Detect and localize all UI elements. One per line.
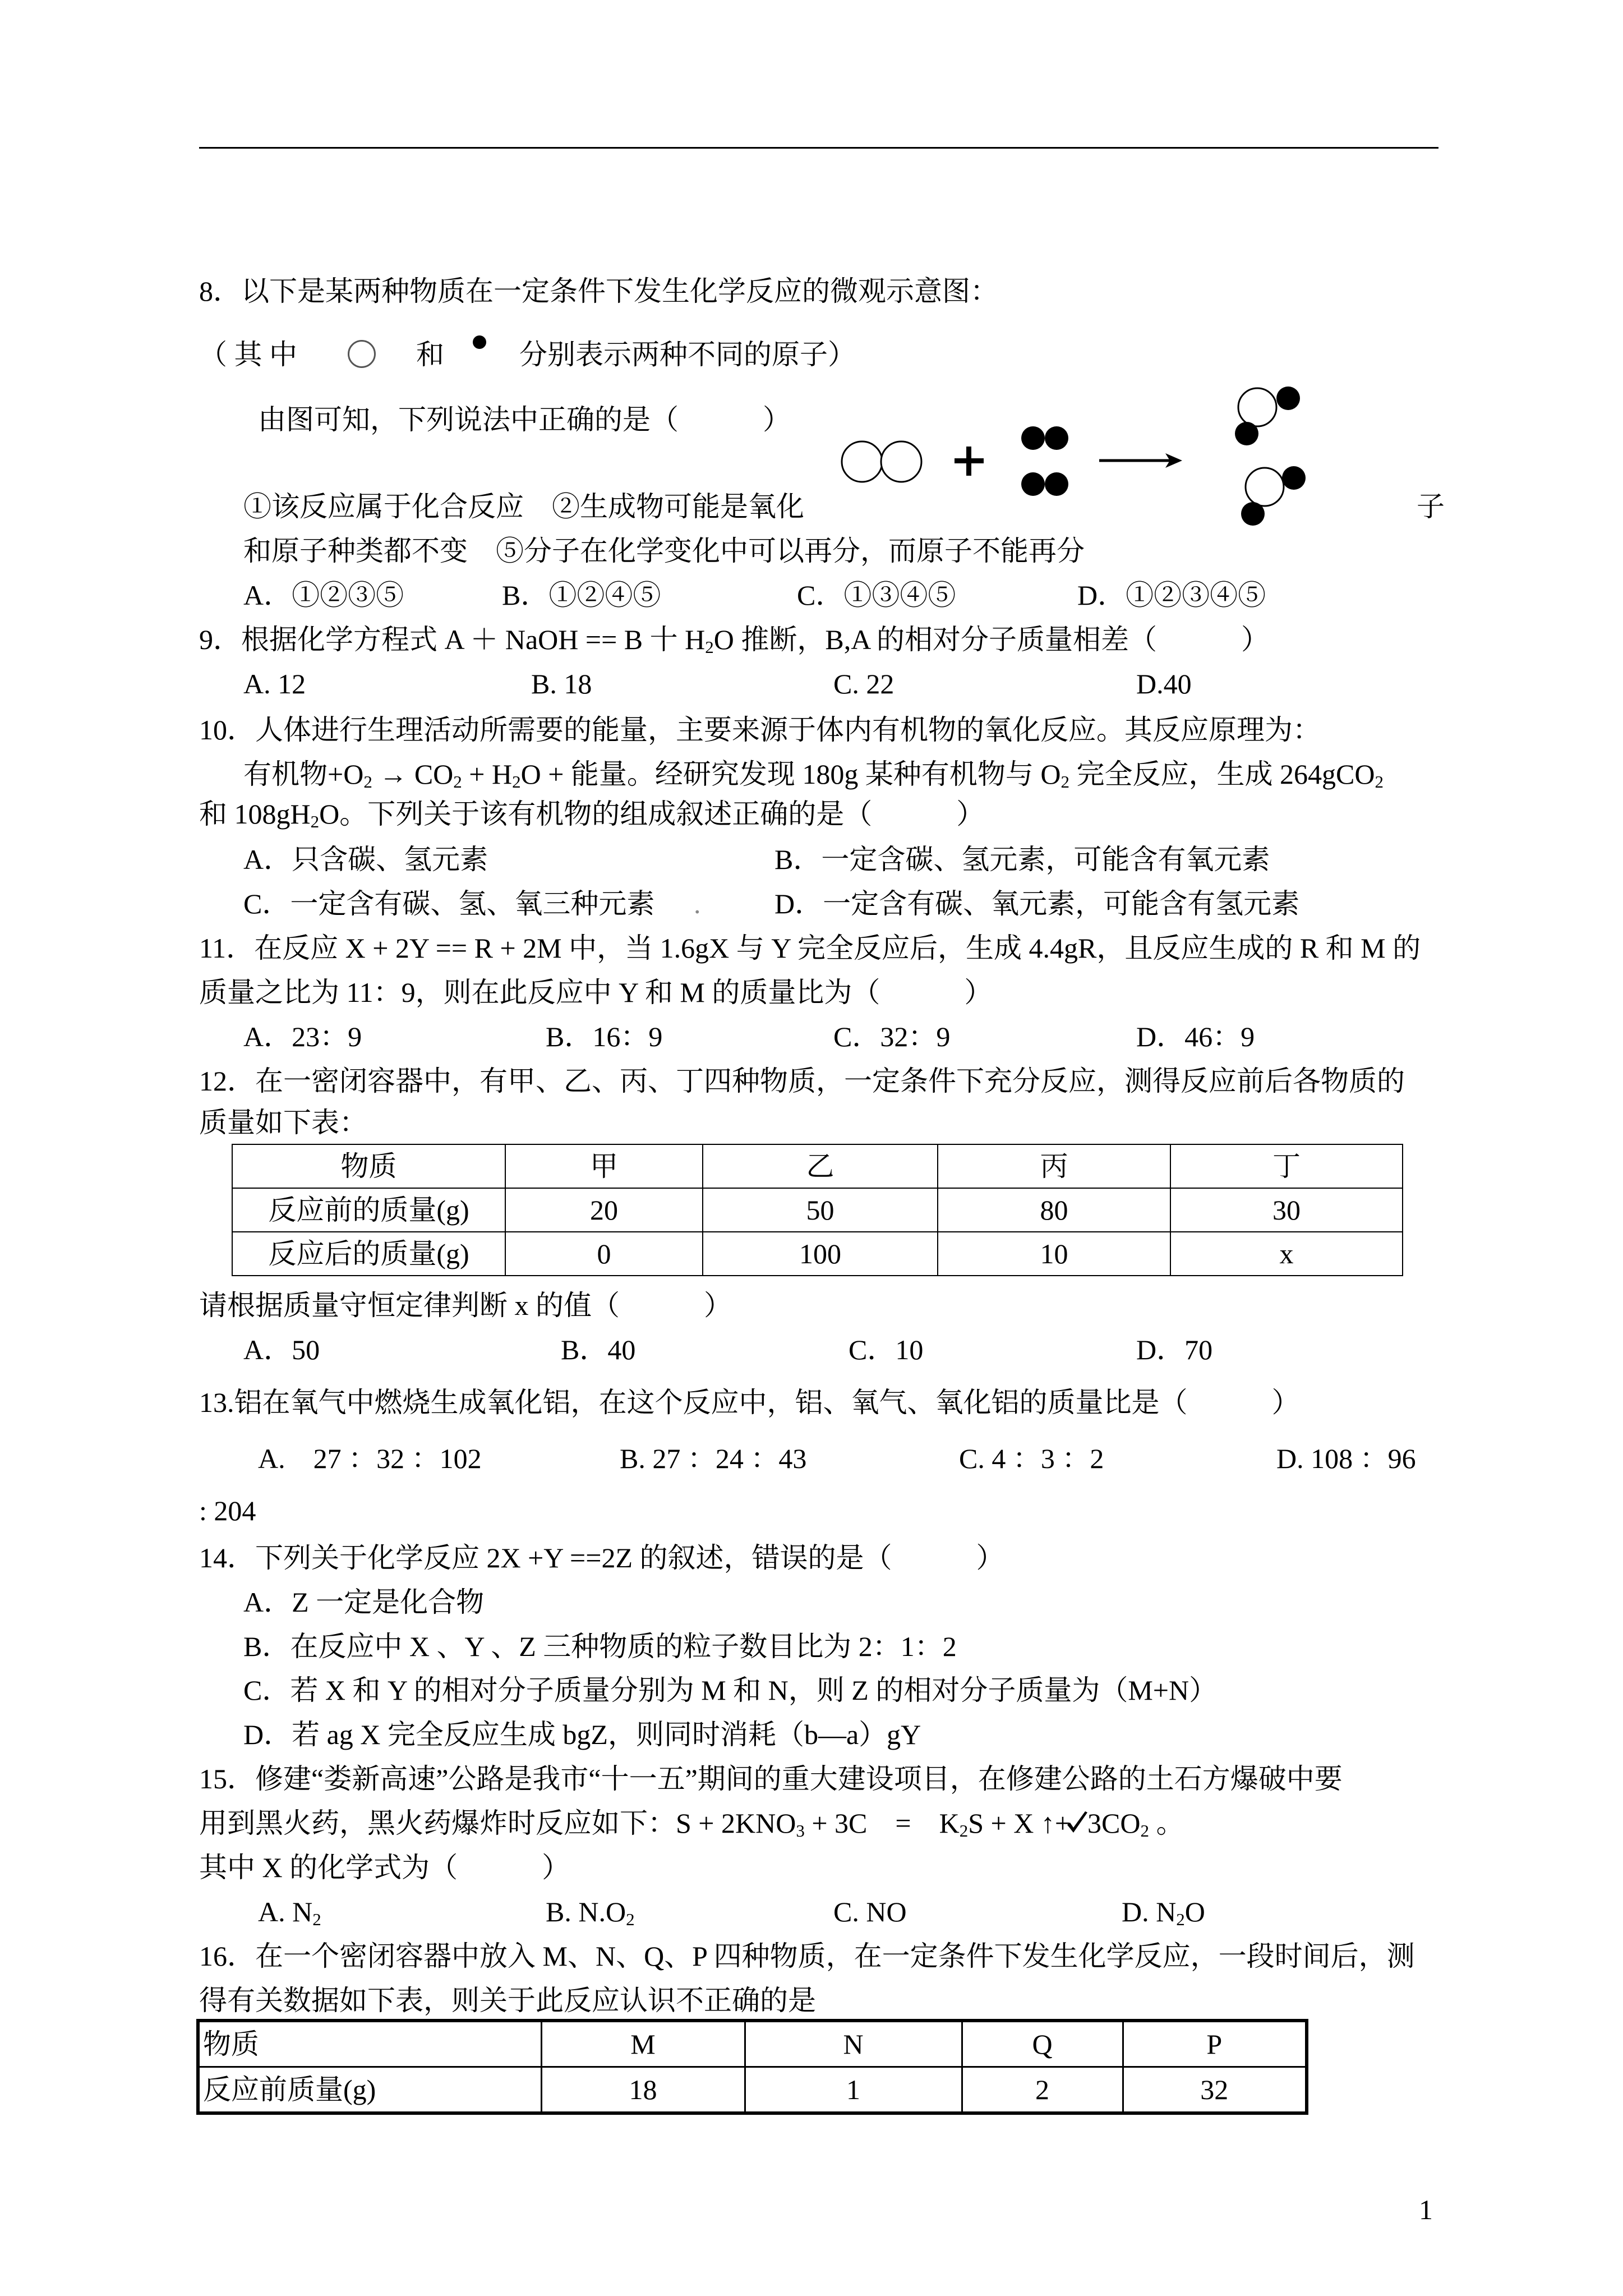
hollow-atom (1238, 388, 1276, 426)
q15-option-b (546, 1897, 635, 1927)
table-row (198, 2067, 1307, 2114)
q13-option-b: B. 27 ：24 ：43 (620, 1443, 807, 1474)
q14-option-a: A．Z 一定是化合物 (243, 1586, 485, 1618)
text-run: S + X ↑+ (968, 1807, 1071, 1839)
q8-statements-line2: 和原子种类都不变 ⑤分子在化学变化中可以再分，而原子不能再分 (243, 535, 1085, 567)
table-header-cell: P (1123, 2021, 1307, 2067)
page-number: 1 (1419, 2194, 1433, 2225)
table-header-cell: 甲 (505, 1144, 703, 1188)
table-header-cell: M (541, 2021, 745, 2067)
q8-statements-line1-tail: 子 (1417, 491, 1445, 522)
text-run: 。 (1149, 1807, 1184, 1839)
q15-equation-line (199, 1807, 1184, 1841)
table-cell: 30 (1170, 1188, 1403, 1232)
q15-option-c (833, 1897, 907, 1927)
text-run: + H (462, 758, 513, 790)
q8-option-a: A．①②③⑤ (243, 579, 404, 611)
table-row (232, 1188, 1403, 1232)
text-run: 完全反应，生成 264gCO (1069, 758, 1375, 790)
reaction-diagram (830, 370, 1335, 539)
subscript: 2 (705, 637, 714, 657)
q15-option-d (1122, 1897, 1205, 1927)
table-cell: 反应前质量(g) (198, 2067, 541, 2114)
q10-option-a: A．只含碳、氢元素 (243, 844, 488, 875)
q12-line2: 质量如下表： (199, 1107, 367, 1138)
q14-option-c: C．若 X 和 Y 的相对分子质量分别为 M 和 N，则 Z 的相对分子质量为（M+N） (243, 1674, 1218, 1706)
q14-option-b: B．在反应中 X 、Y 、Z 三种物质的粒子数目比为 2：1：2 (243, 1631, 957, 1662)
table-cell: 反应前的质量(g) (232, 1188, 505, 1232)
table-cell: 20 (505, 1188, 703, 1232)
table-row (232, 1232, 1403, 1276)
text-run: 9．根据化学方程式 A ＋ NaOH == B 十 H (199, 624, 706, 655)
q12-option-c: C．10 (849, 1334, 924, 1365)
q10-line3 (199, 799, 984, 829)
table-header-row (198, 2021, 1307, 2067)
header-rule (199, 147, 1438, 149)
table-cell: 反应后的质量(g) (232, 1232, 505, 1276)
text-run: O (1184, 1896, 1205, 1927)
reactant-hollow-molecule (842, 441, 921, 482)
text-run: B. N.O (546, 1896, 626, 1927)
q15-line3: 其中 X 的化学式为（ ） (199, 1852, 570, 1883)
q11-line2: 质量之比为 11：9，则在此反应中 Y 和 M 的质量比为（ ） (199, 977, 993, 1008)
q16-line2: 得有关数据如下表，则关于此反应认识不正确的是 (199, 1985, 816, 2016)
subscript: 3 (796, 1820, 805, 1841)
q11-option-b: B．16：9 (546, 1021, 663, 1052)
subscript: 2 (310, 811, 320, 831)
q9-option-d: D.40 (1136, 668, 1192, 700)
q9-option-a: A. 12 (243, 668, 306, 700)
subscript: 2 (1061, 771, 1070, 792)
q12-stem: 12．在一密闭容器中，有甲、乙、丙、丁四种物质，一定条件下充分反应，测得反应前后各物质的 (199, 1065, 1405, 1097)
table-cell: 80 (938, 1188, 1170, 1232)
subscript: 2 (363, 771, 372, 792)
q12-option-d: D．70 (1136, 1334, 1213, 1365)
table-header-cell: N (745, 2021, 962, 2067)
text-run: + 3C = K (804, 1807, 960, 1839)
subscript: 2 (1176, 1909, 1185, 1929)
q13-option-a: A. 27 ：32 ：102 (258, 1443, 482, 1474)
table-header-cell: 物质 (232, 1144, 505, 1188)
q15-stem: 15．修建“娄新高速”公路是我市“十一五”期间的重大建设项目，在修建公路的土石方爆破中要 (199, 1763, 1343, 1795)
q8-stem: 8．以下是某两种物质在一定条件下发生化学反应的微观示意图： (199, 275, 998, 307)
hollow-circle-icon (348, 340, 376, 368)
table-cell: 18 (541, 2067, 745, 2114)
q15-option-a (258, 1897, 321, 1927)
solid-atom (1241, 502, 1265, 526)
subscript: 2 (312, 1909, 321, 1929)
hollow-atom (881, 441, 921, 482)
solid-atom (1235, 422, 1258, 445)
solid-atom (1021, 426, 1045, 450)
table-cell: 2 (962, 2067, 1123, 2114)
table-header-cell: 乙 (703, 1144, 938, 1188)
subscript: 2 (1375, 771, 1384, 792)
product-molecule (1241, 466, 1306, 526)
hollow-atom (1246, 468, 1284, 506)
q13-stem: 13.铝在氧气中燃烧生成氧化铝，在这个反应中，铝、氧气、氧化铝的质量比是（ ） (199, 1387, 1300, 1418)
table-header-cell: 物质 (198, 2021, 541, 2067)
table-header-row (232, 1144, 1403, 1188)
text-run: C. NO (833, 1896, 907, 1927)
solid-atom (1045, 472, 1068, 496)
table-header-cell: Q (962, 2021, 1123, 2067)
subscript: 2 (626, 1909, 635, 1929)
text-run: → CO (372, 758, 454, 790)
stray-mark: . (694, 888, 701, 919)
table-cell: 50 (703, 1188, 938, 1232)
table-cell: 32 (1123, 2067, 1307, 2114)
q10-option-d: D．一定含有碳、氧元素，可能含有氢元素 (774, 888, 1300, 919)
q11-option-c: C．32：9 (833, 1021, 951, 1052)
q13-option-d: D. 108 ：96 (1276, 1443, 1416, 1474)
q9-option-b: B. 18 (531, 668, 592, 700)
q10-stem: 10．人体进行生理活动所需要的能量，主要来源于体内有机物的氧化反应。其反应原理为： (199, 714, 1321, 746)
q9-stem (199, 624, 1269, 655)
q8-option-c: C．①③④⑤ (797, 579, 956, 611)
q9-option-c: C. 22 (833, 668, 895, 700)
checkmark-icon (1065, 1810, 1090, 1836)
text-run: D. N (1122, 1896, 1177, 1927)
q8-prompt: 由图可知，下列说法中正确的是（ ） (258, 404, 791, 435)
q16-stem: 16．在一个密闭容器中放入 M、N、Q、P 四种物质，在一定条件下发生化学反应，一段时间后，测 (199, 1940, 1415, 1972)
subscript: 2 (453, 771, 462, 792)
product-molecule (1235, 386, 1300, 445)
q12-question: 请根据质量守恒定律判断 x 的值（ ） (199, 1290, 732, 1321)
q8-legend-and: 和 (416, 339, 444, 370)
solid-atom (1021, 472, 1045, 496)
table-cell: 0 (505, 1232, 703, 1276)
q10-equation-line (243, 758, 1384, 792)
table-cell: 1 (745, 2067, 962, 2114)
hollow-atom (842, 441, 882, 482)
q12-option-a: A．50 (243, 1334, 320, 1365)
q8-option-d: D．①②③④⑤ (1077, 579, 1266, 611)
q13-option-c: C. 4 ：3 ：2 (959, 1443, 1104, 1474)
reactant-solid-molecules (1021, 426, 1068, 496)
q8-statements-line1: ①该反应属于化合反应 ②生成物可能是氧化 (243, 491, 804, 522)
q16-mass-table (196, 2019, 1308, 2115)
q14-option-d: D．若 ag X 完全反应生成 bgZ，则同时消耗（b—a）gY (243, 1719, 921, 1750)
q12-option-b: B．40 (561, 1334, 636, 1365)
text-run: 用到黑火药，黑火药爆炸时反应如下：S + 2KNO (199, 1807, 796, 1839)
q12-mass-table (232, 1144, 1403, 1276)
q11-option-d: D．46：9 (1136, 1021, 1255, 1052)
solid-atom (1282, 466, 1306, 490)
table-cell: x (1170, 1232, 1403, 1276)
q8-legend-open: （ 其 中 (199, 339, 297, 370)
q13-option-d-wrap: : 204 (199, 1495, 256, 1526)
table-cell: 10 (938, 1232, 1170, 1276)
subscript: 2 (512, 771, 521, 792)
q14-stem: 14．下列关于化学反应 2X +Y ==2Z 的叙述，错误的是（ ） (199, 1542, 1004, 1573)
text-run: O 推断，B,A 的相对分子质量相差（ ） (713, 624, 1270, 655)
subscript: 2 (959, 1820, 969, 1841)
table-header-cell: 丁 (1170, 1144, 1403, 1188)
text-run: 3CO (1087, 1807, 1141, 1839)
q10-option-b: B．一定含碳、氢元素，可能含有氧元素 (774, 844, 1270, 875)
table-cell: 100 (703, 1232, 938, 1276)
solid-atom (1276, 386, 1300, 410)
text-run: 和 108gH (199, 798, 311, 830)
text-run: A. N (258, 1896, 313, 1927)
q10-option-c: C．一定含有碳、氢、氧三种元素 (243, 888, 655, 919)
q11-option-a: A．23：9 (243, 1021, 362, 1052)
black-dot-icon (473, 335, 486, 349)
text-run: O。下列关于该有机物的组成叙述正确的是（ ） (319, 798, 985, 830)
text-run: 有机物+O (243, 758, 364, 790)
q8-option-b: B．①②④⑤ (502, 579, 661, 611)
text-run: O + 能量。经研究发现 180g 某种有机物与 O (520, 758, 1061, 790)
table-header-cell: 丙 (938, 1144, 1170, 1188)
q8-legend-close: 分别表示两种不同的原子） (519, 339, 856, 370)
arrow-right-icon (1099, 453, 1182, 468)
q11-stem: 11．在反应 X + 2Y == R + 2M 中，当 1.6gX 与 Y 完全反应后，生成 4.4gR，且反应生成的 R 和 M 的 (199, 932, 1421, 964)
plus-icon (955, 447, 984, 476)
solid-atom (1045, 426, 1068, 450)
subscript: 2 (1140, 1820, 1149, 1841)
